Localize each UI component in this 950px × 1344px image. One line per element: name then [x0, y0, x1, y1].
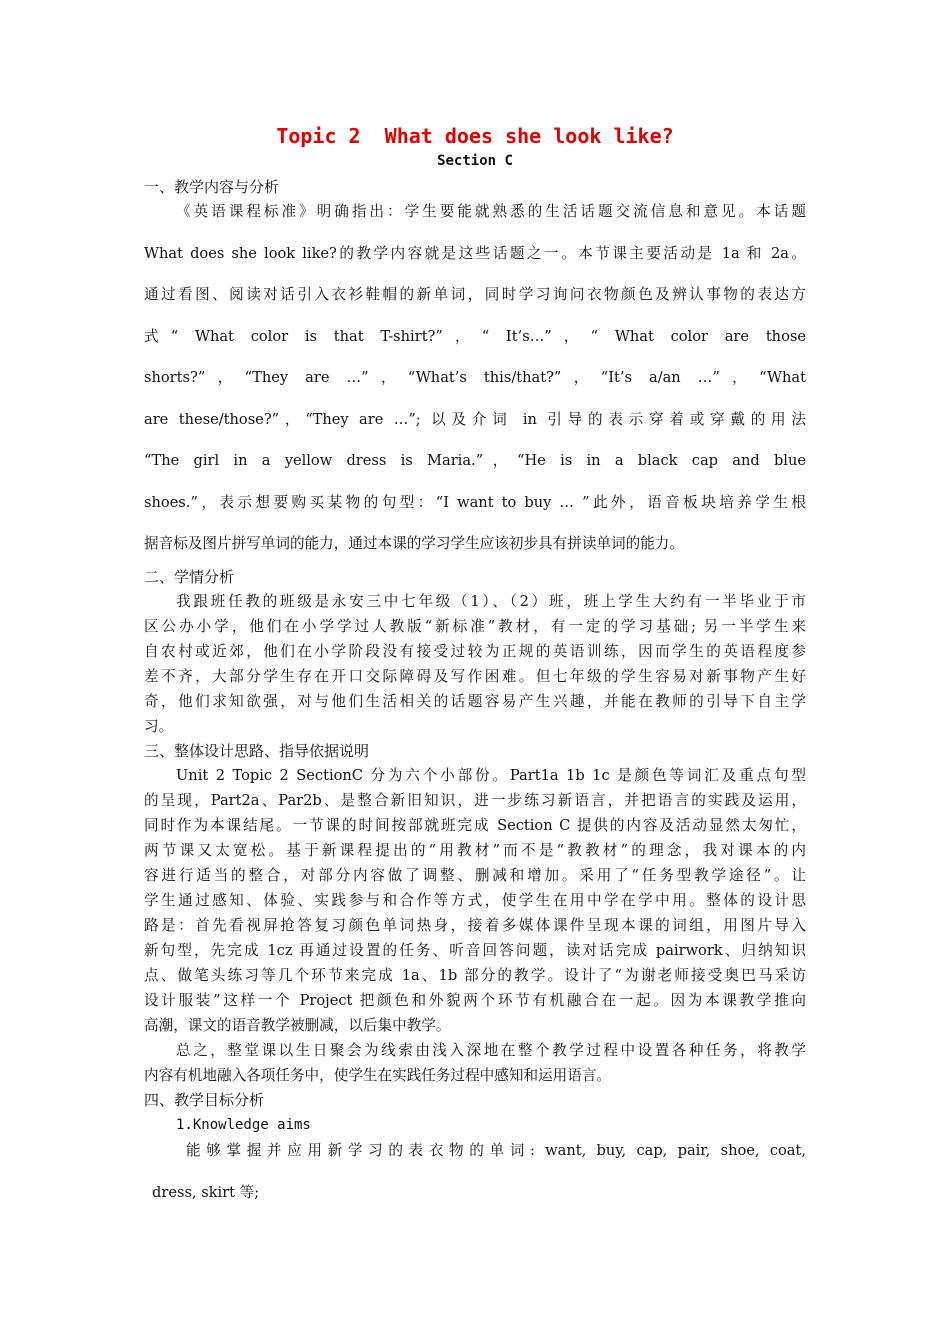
paragraph-line: 我跟班任教的班级是永安三中七年级（1）、（2）班，班上学生大约有一半毕业于市 — [176, 593, 806, 610]
paragraph-line: 区公办小学，他们在小学学过人教版“新标准”教材，有一定的学习基础; 另一半学生来 — [144, 618, 806, 635]
paragraph-line: are these/those?”，“They are …”; 以及介词 in 引导的表示穿着或穿戴的用法 — [144, 410, 806, 428]
paragraph-line: 能够掌握并应用新学习的表衣物的单词: want, buy, cap, pair, shoe, coat, — [186, 1142, 806, 1159]
paragraph-line: 容进行适当的整合，对部分内容做了调整、删减和增加。采用了“任务型教学途径”。让 — [144, 867, 806, 884]
knowledge-aims-label: 1.Knowledge aims — [176, 1117, 311, 1133]
page-subtitle: Section C — [437, 153, 513, 169]
section-heading-student-analysis: 二、学情分析 — [144, 568, 235, 586]
paragraph-line: 高潮，课文的语音教学被删减，以后集中教学。 — [144, 1017, 451, 1034]
paragraph-line: Unit 2 Topic 2 SectionC 分为六个小部份。Part1a 1b 1c 是颜色等词汇及重点句型 — [176, 767, 806, 784]
section-body-content-analysis — [144, 202, 806, 576]
paragraph-line: “The girl in a yellow dress is Maria.”，“He is in a black cap and blue — [144, 452, 806, 469]
section-heading-teaching-objectives: 四、教学目标分析 — [144, 1091, 265, 1109]
paragraph-line: 《英语课程标准》明确指出：学生要能就熟悉的生活话题交流信息和意见。本话题 — [176, 203, 806, 220]
paragraph-line: 习。 — [144, 718, 174, 735]
paragraph-line: 据音标及图片拼写单词的能力，通过本课的学习学生应该初步具有拼读单词的能力。 — [144, 535, 684, 552]
paragraph-line: What does she look like?的教学内容就是这些话题之一。本节课主要活动是 1a 和 2a。 — [144, 244, 806, 262]
paragraph-line: 设计服装”这样一个 Project 把颜色和外貌两个环节有机融合在一起。因为本课教学推向 — [144, 992, 806, 1009]
paragraph-line: 两节课又太宽松。基于新课程提出的“用教材”而不是“教教材”的理念，我对课本的内 — [144, 842, 806, 859]
paragraph-line: 通过看图、阅读对话引入衣衫鞋帽的新单词，同时学习询问衣物颜色及辨认事物的表达方 — [144, 286, 806, 303]
section-heading-design-rationale: 三、整体设计思路、指导依据说明 — [144, 742, 370, 760]
paragraph-line: 的呈现，Part2a、Par2b、是整合新旧知识，进一步练习新语言，并把语言的实践及运用， — [144, 792, 806, 809]
paragraph-line: shorts?”，“They are …”，“What’s this/that?”，“It’s a/an …”，“What — [144, 369, 806, 386]
knowledge-aims-body — [152, 1141, 806, 1224]
summary-line: 内容有机地融入各项任务中，使学生在实践任务过程中感知和运用语言。 — [144, 1067, 612, 1084]
paragraph-line: shoes.”，表示想要购买某物的句型：“I want to buy … ”此外，语音板块培养学生根 — [144, 493, 806, 511]
page-title: Topic 2 What does she look like? — [276, 124, 674, 148]
paragraph-line: 新句型，先完成 1cz 再通过设置的任务、听音回答问题，读对话完成 pairwork、归纳知识 — [144, 942, 806, 959]
paragraph-line: 同时作为本课结尾。一节课的时间按部就班完成 Section C 提供的内容及活动显然太匆忙， — [144, 817, 806, 834]
paragraph-line: 点、做笔头练习等几个环节来完成 1a、1b 部分的教学。设计了“为谢老师接受奥巴马采访 — [144, 967, 806, 984]
paragraph-line: 差不齐，大部分学生存在开口交际障碍及写作困难。但七年级的学生容易对新事物产生好 — [144, 668, 806, 685]
section-body-design-rationale — [144, 765, 806, 1090]
summary-line: 总之，整堂课以生日聚会为线索由浅入深地在整个教学过程中设置各种任务，将教学 — [176, 1042, 806, 1059]
section-body-student-analysis — [144, 591, 806, 741]
section-heading-content-analysis: 一、教学内容与分析 — [144, 178, 280, 196]
paragraph-line: 式“ What color is that T-shirt?”，“ It’s…”，“ What color are those — [144, 327, 806, 345]
paragraph-line: 学生通过感知、体验、实践参与和合作等方式，使学生在用中学在学中用。整体的设计思 — [144, 892, 806, 909]
paragraph-line: 路是：首先看视屏抢答复习颜色单词热身，接着多媒体课件呈现本课的词组，用图片导入 — [144, 917, 806, 934]
paragraph-line: dress, skirt 等; — [152, 1183, 260, 1201]
paragraph-line: 奇，他们求知欲强，对与他们生活相关的话题容易产生兴趣，并能在教师的引导下自主学 — [144, 693, 806, 710]
paragraph-line: 自农村或近郊，他们在小学阶段没有接受过较为正规的英语训练，因而学生的英语程度参 — [144, 643, 806, 660]
